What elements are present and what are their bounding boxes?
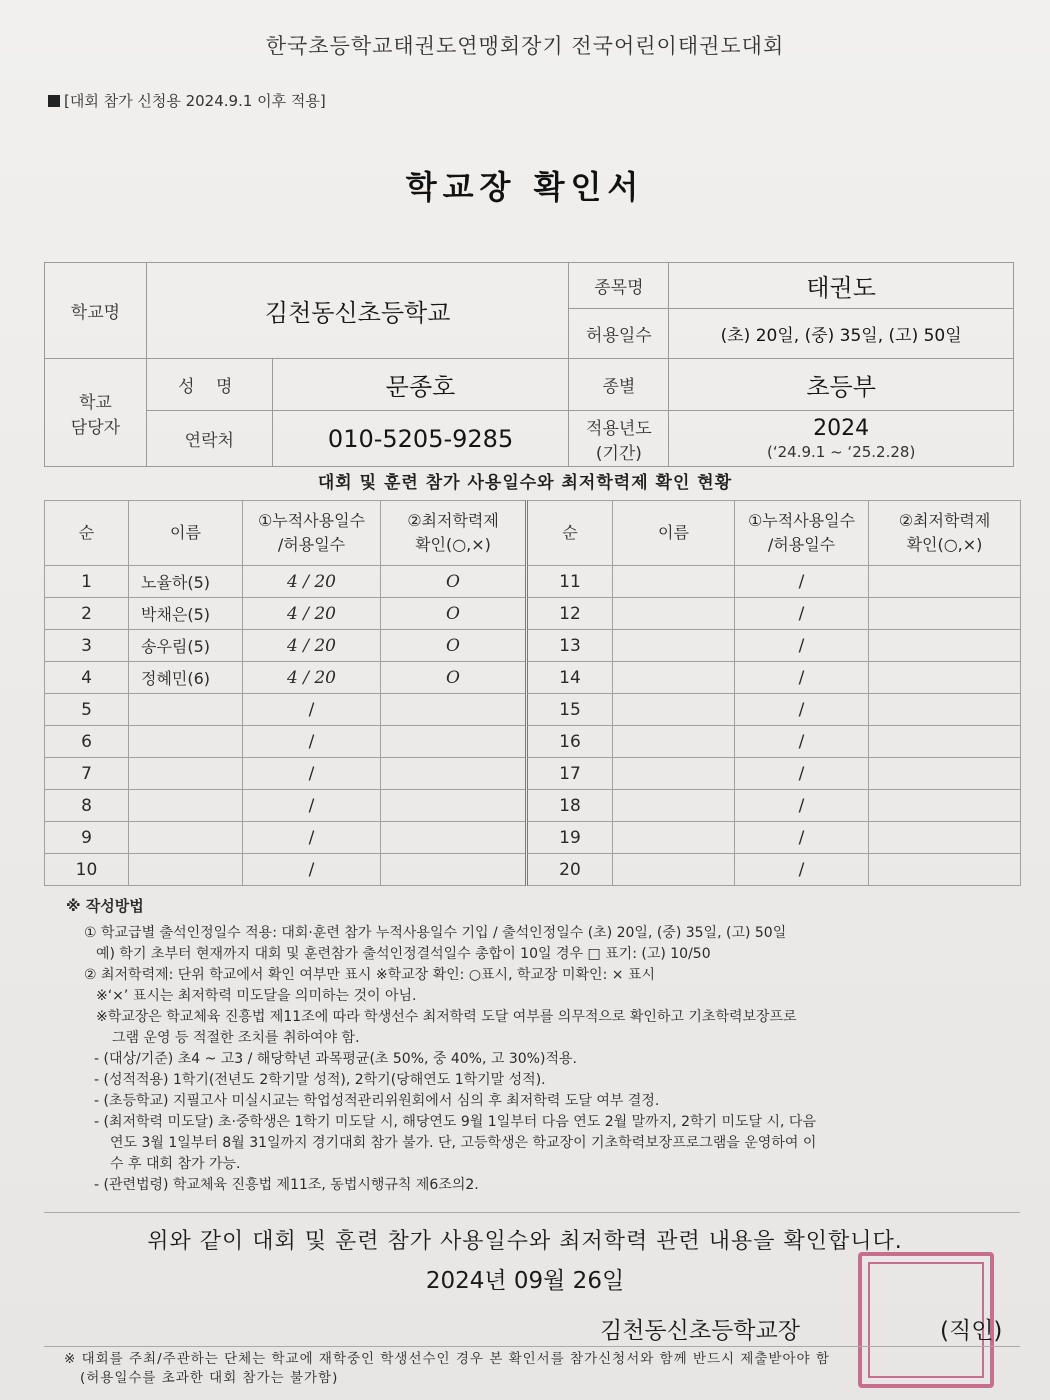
person-name-label: 성 명 (146, 359, 272, 411)
issue-date: 2024년 09월 26일 (425, 1268, 625, 1294)
row-name (129, 758, 243, 790)
table-row (45, 758, 1021, 790)
row-no: 10 (45, 854, 129, 886)
school-name: 김천동신초등학교 (146, 263, 569, 359)
seal-label: (직인) (940, 1318, 1003, 1344)
col-name-left: 이름 (129, 501, 243, 566)
row-name (613, 598, 735, 630)
col-name-right: 이름 (613, 501, 735, 566)
row-no: 6 (45, 726, 129, 758)
instruction-line: - (초등학교) 지필고사 미실시교는 학업성적관리위원회에서 심의 후 최저학력 도달 여부 결정. (94, 1093, 660, 1109)
row-check (381, 726, 527, 758)
year-label-line2: (기간) (595, 443, 642, 464)
participation-rows (45, 566, 1021, 886)
table-row (45, 854, 1021, 886)
row-check (869, 758, 1021, 790)
instruction-line: - (대상/기준) 초4 ~ 고3 / 해당학년 과목평균(초 50%, 중 40%, 고 30%)적용. (94, 1051, 577, 1067)
confirmation-text: 위와 같이 대회 및 훈련 참가 사용일수와 최저학력 관련 내용을 확인합니다. (147, 1229, 903, 1254)
row-days: / (735, 822, 869, 854)
instructions (66, 896, 986, 1196)
table-row (45, 790, 1021, 822)
days-header-line1: ①누적사용일수 (747, 511, 856, 530)
row-no: 7 (45, 758, 129, 790)
table-row (45, 630, 1021, 662)
row-days: / (735, 790, 869, 822)
row-no: 20 (527, 854, 613, 886)
instruction-line: - (관련법령) 학교체육 진흥법 제11조, 동법시행규칙 제6조의2. (94, 1177, 479, 1193)
row-name (613, 790, 735, 822)
row-days: / (735, 758, 869, 790)
row-days: 4 / 20 (243, 662, 381, 694)
instruction-line: ※학교장은 학교체육 진흥법 제11조에 따라 학생선수 최저학력 도달 여부를 의무적으로 확인하고 기초학력보장프로 (96, 1009, 797, 1025)
row-check: O (381, 662, 527, 694)
school-info-table (44, 262, 1014, 467)
row-no: 5 (45, 694, 129, 726)
col-days-left (243, 501, 381, 566)
instruction-line: 연도 3월 1일부터 8월 31일까지 경기대회 참가 불가. 단, 고등학생은 학교장이 기초학력보장프로그램을 운영하여 이 (110, 1135, 817, 1151)
col-check-right (869, 501, 1021, 566)
instruction-line: - (성적적용) 1학기(전년도 2학기말 성적), 2학기(당해연도 1학기말 성적). (94, 1072, 546, 1088)
row-no: 13 (527, 630, 613, 662)
row-name (129, 790, 243, 822)
form-code (48, 90, 326, 111)
row-days: / (735, 662, 869, 694)
col-days-right (735, 501, 869, 566)
instruction-line: ※‘×’ 표시는 최저학력 미도달을 의미하는 것이 아님. (96, 988, 417, 1004)
row-name (129, 822, 243, 854)
section-title: 대회 및 훈련 참가 사용일수와 최저학력제 확인 현황 (317, 473, 733, 493)
row-name (613, 758, 735, 790)
instruction-line: 수 후 대회 참가 가능. (110, 1156, 241, 1172)
col-check-left (381, 501, 527, 566)
year-number: 2024 (813, 416, 870, 441)
days-header-line2: /허용일수 (767, 535, 836, 554)
division-label: 종별 (569, 359, 669, 411)
row-no: 16 (527, 726, 613, 758)
row-check (869, 598, 1021, 630)
row-check (381, 758, 527, 790)
row-days: 4 / 20 (243, 630, 381, 662)
year-label (569, 411, 669, 467)
row-days: / (243, 758, 381, 790)
sport-label: 종목명 (569, 263, 669, 309)
col-no-right: 순 (527, 501, 613, 566)
document-title: 학교장 확인서 (405, 168, 645, 206)
divider (44, 1212, 1020, 1213)
check-header-line1: ②최저학력제 (898, 511, 991, 530)
row-check (381, 854, 527, 886)
row-name (613, 566, 735, 598)
row-check (869, 662, 1021, 694)
table-row (45, 662, 1021, 694)
person-name: 문종호 (272, 359, 569, 411)
row-no: 12 (527, 598, 613, 630)
row-name: 정혜민(6) (129, 662, 243, 694)
row-days: / (243, 790, 381, 822)
row-no: 14 (527, 662, 613, 694)
sport-value: 태권도 (669, 263, 1014, 309)
row-days: / (735, 566, 869, 598)
row-check (381, 790, 527, 822)
instruction-line: 그램 운영 등 적절한 조치를 취하여야 함. (112, 1030, 360, 1046)
principal-name: 김천동신초등학교장 (600, 1318, 800, 1344)
row-no: 4 (45, 662, 129, 694)
row-name (613, 822, 735, 854)
row-check (869, 630, 1021, 662)
row-name (613, 694, 735, 726)
organization-header: 한국초등학교태권도연맹회장기 전국어린이태권도대회 (265, 34, 785, 58)
square-bullet-icon (48, 95, 60, 107)
row-name (613, 726, 735, 758)
phone-number: 010-5205-9285 (272, 411, 569, 467)
year-value (669, 411, 1014, 467)
row-check (869, 726, 1021, 758)
row-name (129, 726, 243, 758)
row-check (869, 694, 1021, 726)
division-value: 초등부 (669, 359, 1014, 411)
row-no: 9 (45, 822, 129, 854)
table-row (45, 598, 1021, 630)
row-no: 3 (45, 630, 129, 662)
row-name (129, 694, 243, 726)
table-row (45, 694, 1021, 726)
footer-note (64, 1350, 1024, 1388)
footer-line-2: (허용일수를 초과한 대회 참가는 불가함) (80, 1370, 339, 1386)
row-check: O (381, 630, 527, 662)
days-header-line2: /허용일수 (277, 535, 346, 554)
row-no: 11 (527, 566, 613, 598)
row-days: 4 / 20 (243, 566, 381, 598)
row-check (869, 566, 1021, 598)
row-check (381, 822, 527, 854)
check-header-line1: ②최저학력제 (407, 511, 499, 530)
row-days: 4 / 20 (243, 598, 381, 630)
row-name (129, 854, 243, 886)
instruction-line: 예) 학기 초부터 현재까지 대회 및 훈련참가 출석인정결석일수 총합이 10일 경우 □ 표기: (고) 10/50 (96, 946, 711, 962)
check-header-line2: 확인(○,×) (415, 535, 491, 554)
row-no: 1 (45, 566, 129, 598)
contact-label-line2: 담당자 (70, 417, 121, 438)
check-header-line2: 확인(○,×) (906, 535, 983, 554)
row-check (869, 854, 1021, 886)
contact-person-label (45, 359, 147, 467)
row-no: 15 (527, 694, 613, 726)
instructions-heading: ※ 작성방법 (66, 897, 144, 915)
row-days: / (735, 630, 869, 662)
row-days: / (735, 726, 869, 758)
row-check (869, 822, 1021, 854)
instruction-line: ② 최저학력제: 단위 학교에서 확인 여부만 표시 ※학교장 확인: ○표시, 학교장 미확인: × 표시 (84, 967, 655, 983)
row-name: 송우림(5) (129, 630, 243, 662)
row-days: / (243, 694, 381, 726)
row-no: 8 (45, 790, 129, 822)
row-days: / (243, 726, 381, 758)
row-name (613, 854, 735, 886)
row-days: / (735, 694, 869, 726)
row-check: O (381, 566, 527, 598)
row-no: 17 (527, 758, 613, 790)
footer-line-1: ※ 대회를 주최/주관하는 단체는 학교에 재학중인 학생선수인 경우 본 확인서를 참가신청서와 함께 반드시 제출받아야 함 (64, 1351, 830, 1367)
row-days: / (243, 854, 381, 886)
table-row (45, 726, 1021, 758)
row-name (613, 662, 735, 694)
participation-table (44, 500, 1021, 886)
instruction-line: - (최저학력 미도달) 초·중학생은 1학기 미도달 시, 해당연도 9월 1일부터 다음 연도 2월 말까지, 2학기 미도달 시, 다음 (94, 1114, 816, 1130)
row-days: / (735, 854, 869, 886)
table-row (45, 566, 1021, 598)
days-header-line1: ①누적사용일수 (257, 511, 366, 530)
school-name-label: 학교명 (45, 263, 147, 359)
row-no: 18 (527, 790, 613, 822)
allowed-days-label: 허용일수 (569, 309, 669, 359)
row-check (381, 694, 527, 726)
year-label-line1: 적용년도 (586, 418, 652, 439)
form-code-text: [대회 참가 신청용 2024.9.1 이후 적용] (64, 92, 326, 110)
instructions-lines (66, 923, 986, 1196)
contact-label-line1: 학교 (79, 392, 112, 413)
row-name: 박채은(5) (129, 598, 243, 630)
row-check (869, 790, 1021, 822)
table-row (45, 822, 1021, 854)
year-period: (‘24.9.1 ~ ‘25.2.28) (767, 443, 916, 461)
row-days: / (243, 822, 381, 854)
footer-divider (44, 1346, 1020, 1347)
allowed-days-value: (초) 20일, (중) 35일, (고) 50일 (669, 309, 1014, 359)
phone-label: 연락처 (146, 411, 272, 467)
row-no: 2 (45, 598, 129, 630)
row-check: O (381, 598, 527, 630)
row-name: 노율하(5) (129, 566, 243, 598)
row-days: / (735, 598, 869, 630)
row-name (613, 630, 735, 662)
instruction-line: ① 학교급별 출석인정일수 적용: 대회·훈련 참가 누적사용일수 기입 / 출석인정일수 (초) 20일, (중) 35일, (고) 50일 (84, 925, 787, 941)
col-no-left: 순 (45, 501, 129, 566)
row-no: 19 (527, 822, 613, 854)
